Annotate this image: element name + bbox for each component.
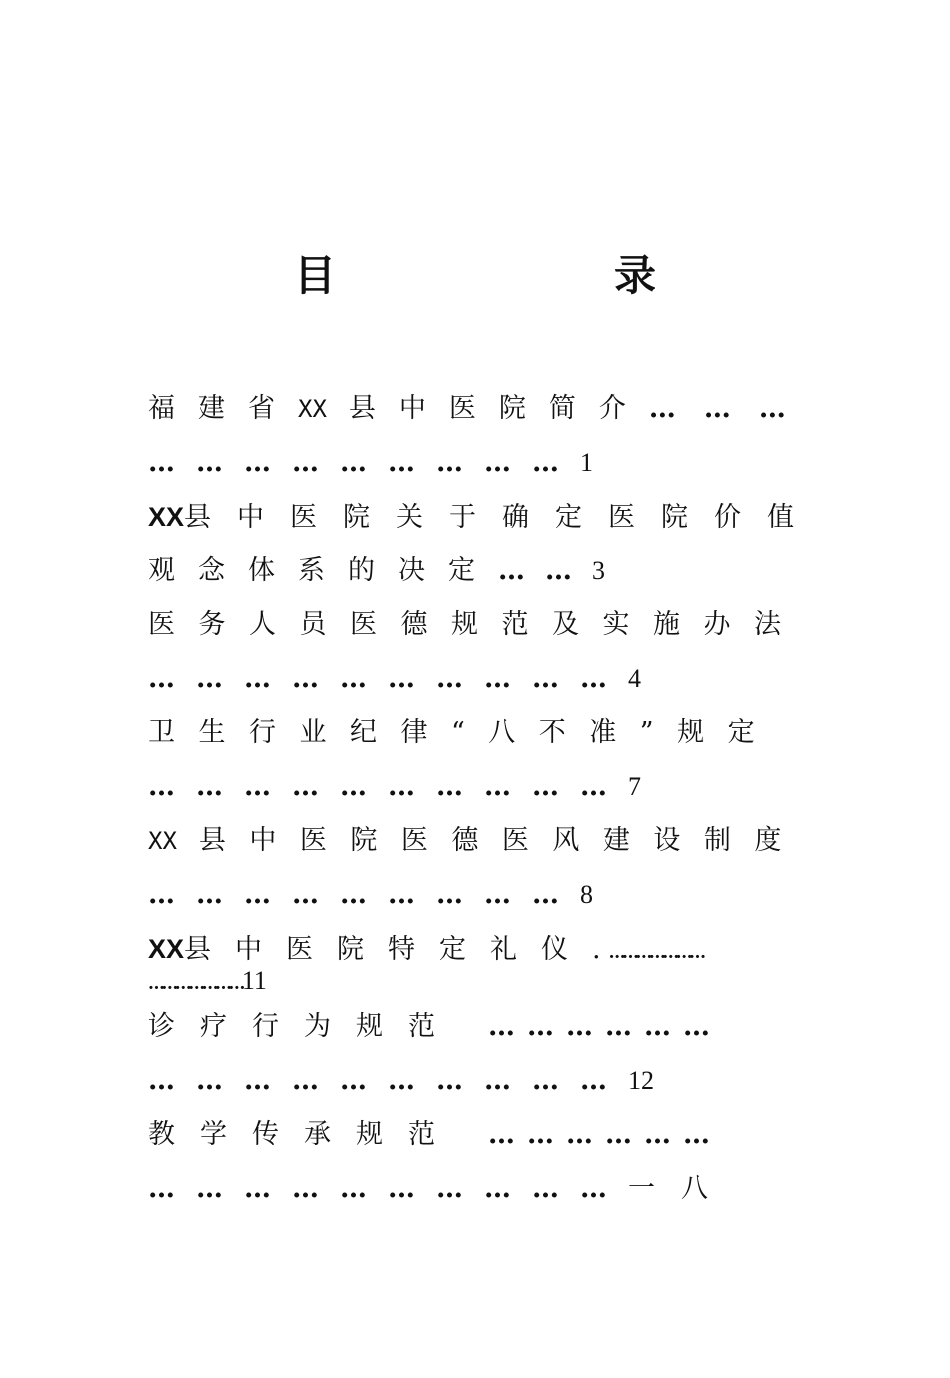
- toc-leader-dots: …………………: [148, 974, 242, 994]
- toc-entry-text: 卫生行业纪律“八不准”规定: [148, 717, 779, 748]
- toc-entry-7-line-2[interactable]: [148, 1054, 808, 1108]
- toc-entry-3-line-2[interactable]: [148, 652, 808, 706]
- table-of-contents: [148, 382, 821, 1216]
- toc-page-number: 11: [241, 966, 267, 995]
- toc-entry-5-line-1[interactable]: [148, 814, 808, 868]
- toc-entry-2-line-1[interactable]: [148, 490, 821, 544]
- toc-page-number: 12: [628, 1066, 654, 1095]
- toc-entry-code: XX: [298, 395, 327, 423]
- toc-entry-2-line-2[interactable]: [148, 544, 808, 598]
- toc-page-number: 3: [592, 556, 605, 585]
- toc-entry-7-line-1[interactable]: [148, 1000, 808, 1054]
- toc-leader-dots: ………: [648, 393, 814, 424]
- toc-entry-code: XX: [148, 827, 177, 855]
- toc-leader-dots: …………………: [608, 943, 703, 963]
- toc-leader-dots: ………………………: [148, 879, 580, 910]
- toc-leader-dots: ………………: [488, 1011, 722, 1042]
- toc-page-number: 4: [628, 664, 641, 693]
- toc-entry-8-line-1[interactable]: [148, 1108, 808, 1162]
- toc-entry-8-line-2[interactable]: [148, 1162, 808, 1216]
- toc-entry-code: XX: [148, 934, 185, 964]
- toc-entry-4-line-1[interactable]: [148, 706, 808, 760]
- toc-leader-dots: …………………………: [148, 663, 628, 694]
- toc-entry-5-line-2[interactable]: [148, 868, 808, 922]
- page-title: 目 录: [293, 251, 774, 300]
- toc-page-number: 8: [580, 880, 593, 909]
- toc-entry-1-line-2[interactable]: [148, 436, 808, 490]
- toc-leader-dots: …………………………: [148, 1173, 628, 1204]
- toc-entry-text: 福建省: [148, 393, 298, 424]
- toc-leader-dots: ……: [498, 555, 592, 586]
- toc-entry-1-line-1[interactable]: [148, 382, 814, 436]
- toc-entry-text: 教学传承规范: [148, 1119, 460, 1150]
- toc-entry-text: 诊疗行为规范: [148, 1011, 460, 1042]
- toc-entry-3-line-1[interactable]: [148, 598, 808, 652]
- toc-leader-dots: ………………: [488, 1119, 722, 1150]
- toc-entry-text: 县中医院特定礼仪: [184, 934, 593, 965]
- toc-entry-text: 观念体系的决定: [148, 555, 498, 586]
- toc-entry-code: XX: [148, 502, 185, 532]
- toc-page-number: 1: [580, 448, 593, 477]
- toc-leader-dots: ………………………: [148, 447, 580, 478]
- toc-entry-text: 医务人员医德规范及实施办法: [148, 609, 805, 640]
- toc-leader-dots: …………………………: [148, 771, 628, 802]
- toc-page-number: 7: [628, 772, 641, 801]
- toc-page-number: 一八: [628, 1173, 734, 1204]
- toc-leader-dots: …………………………: [148, 1065, 628, 1096]
- toc-entry-text: 县中医院关于确定医院价值: [184, 502, 821, 533]
- toc-separator: .: [592, 934, 609, 965]
- toc-entry-text: 县中医院医德医风建设制度: [198, 825, 805, 856]
- toc-entry-text: 县中医院简介: [348, 393, 649, 424]
- toc-entry-4-line-2[interactable]: [148, 760, 808, 814]
